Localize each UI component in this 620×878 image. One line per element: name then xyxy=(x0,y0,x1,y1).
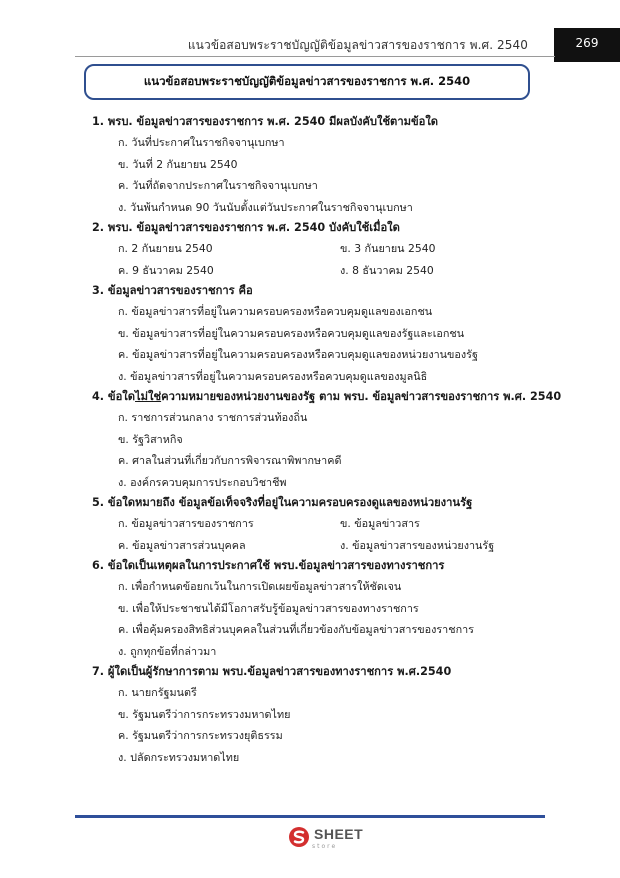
question-2-row-1 xyxy=(92,238,562,260)
question-1-option-b: ข. วันที่ 2 กันยายน 2540 xyxy=(118,157,238,171)
question-5-option-d: ง. ข้อมูลข่าวสารของหน่วยงานรัฐ xyxy=(340,538,495,552)
question-5: 5. ข้อใดหมายถึง ข้อมูลข้อเท็จจริงที่อยู่ในความครอบครองดูแลของหน่วยงานรัฐ xyxy=(92,496,473,509)
question-3: 3. ข้อมูลข่าวสารของราชการ คือ xyxy=(92,284,253,297)
sheet-store-logo-icon xyxy=(288,826,310,848)
logo-text: SHEET xyxy=(314,826,364,842)
question-1-option-d: ง. วันพ้นกำหนด 90 วันนับตั้งแต่วันประกาศในราชกิจจานุเบกษา xyxy=(118,200,413,214)
running-header: แนวข้อสอบพระราชบัญญัติข้อมูลข่าวสารของราชการ พ.ศ. 2540 xyxy=(187,38,528,52)
question-2-option-a: ก. 2 กันยายน 2540 xyxy=(118,242,213,255)
question-1: 1. พรบ. ข้อมูลข่าวสารของราชการ พ.ศ. 2540 มีผลบังคับใช้ตามข้อใด xyxy=(92,115,439,128)
question-4-option-a: ก. ราชการส่วนกลาง ราชการส่วนท้องถิ่น xyxy=(118,411,308,424)
footer-divider xyxy=(75,815,545,818)
question-list xyxy=(92,112,562,768)
question-4 xyxy=(92,387,562,407)
header-divider xyxy=(75,56,555,57)
question-2: 2. พรบ. ข้อมูลข่าวสารของราชการ พ.ศ. 2540 บังคับใช้เมื่อใด xyxy=(92,221,400,234)
question-5-option-b: ข. ข้อมูลข่าวสาร xyxy=(340,517,420,530)
page-number-tab xyxy=(554,28,620,62)
question-6-option-a: ก. เพื่อกำหนดข้อยกเว้นในการเปิดเผยข้อมูลข่าวสารให้ชัดเจน xyxy=(118,580,402,593)
question-4-suffix: ความหมายของหน่วยงานของรัฐ ตาม พรบ. ข้อมูลข่าวสารของราชการ พ.ศ. 2540 xyxy=(161,390,562,403)
question-5-row-2 xyxy=(92,535,562,557)
question-1-option-c: ค. วันที่ถัดจากประกาศในราชกิจจานุเบกษา xyxy=(118,179,318,192)
question-6-option-d: ง. ถูกทุกข้อที่กล่าวมา xyxy=(118,644,217,658)
logo-subtext: store xyxy=(312,843,338,850)
question-7-option-c: ค. รัฐมนตรีว่าการกระทรวงยุติธรรม xyxy=(118,729,283,742)
question-7: 7. ผู้ใดเป็นผู้รักษาการตาม พรบ.ข้อมูลข่าวสารของทางราชการ พ.ศ.2540 xyxy=(92,665,452,678)
question-3-option-c: ค. ข้อมูลข่าวสารที่อยู่ในความครอบครองหรือควบคุมดูแลของหน่วยงานของรัฐ xyxy=(118,348,478,361)
question-5-option-c: ค. ข้อมูลข่าวสารส่วนบุคคล xyxy=(118,538,246,552)
question-3-option-d: ง. ข้อมูลข่าวสารที่อยู่ในความครอบครองหรือควบคุมดูแลของมูลนิธิ xyxy=(118,369,428,383)
question-5-option-a: ก. ข้อมูลข่าวสารของราชการ xyxy=(118,517,254,530)
question-7-option-b: ข. รัฐมนตรีว่าการกระทรวงมหาดไทย xyxy=(118,707,291,721)
question-2-row-2 xyxy=(92,260,562,282)
question-6-option-c: ค. เพื่อคุ้มครองสิทธิส่วนบุคคลในส่วนที่เกี่ยวข้องกับข้อมูลข่าวสารของราชการ xyxy=(118,623,474,636)
question-4-prefix: 4. ข้อใด xyxy=(92,390,136,403)
title-box xyxy=(84,64,530,100)
question-4-option-c: ค. ศาลในส่วนที่เกี่ยวกับการพิจารณาพิพากษาคดี xyxy=(118,454,342,467)
question-6-option-b: ข. เพื่อให้ประชาชนได้มีโอกาสรับรู้ข้อมูลข่าวสารของทางราชการ xyxy=(118,601,419,615)
question-2-option-b: ข. 3 กันยายน 2540 xyxy=(340,242,436,255)
question-3-option-b: ข. ข้อมูลข่าวสารที่อยู่ในความครอบครองหรือควบคุมดูแลของรัฐและเอกชน xyxy=(118,326,465,340)
question-2-option-c: ค. 9 ธันวาคม 2540 xyxy=(118,263,214,277)
page-number: 269 xyxy=(575,36,599,50)
question-6: 6. ข้อใดเป็นเหตุผลในการประกาศใช้ พรบ.ข้อมูลข่าวสารของทางราชการ xyxy=(92,559,445,572)
question-7-option-a: ก. นายกรัฐมนตรี xyxy=(118,686,197,699)
question-4-underlined: ไม่ใช่ xyxy=(135,390,162,403)
title-box-text: แนวข้อสอบพระราชบัญญัติข้อมูลข่าวสารของราชการ พ.ศ. 2540 xyxy=(143,74,471,88)
sheet-store-logo xyxy=(288,824,363,850)
question-1-option-a: ก. วันที่ประกาศในราชกิจจานุเบกษา xyxy=(118,136,285,149)
question-4-option-b: ข. รัฐวิสาหกิจ xyxy=(118,432,183,446)
question-2-option-d: ง. 8 ธันวาคม 2540 xyxy=(340,263,434,277)
question-7-option-d: ง. ปลัดกระทรวงมหาดไทย xyxy=(118,750,240,764)
question-4-option-d: ง. องค์กรควบคุมการประกอบวิชาชีพ xyxy=(118,475,287,489)
question-5-row-1 xyxy=(92,513,562,535)
question-3-option-a: ก. ข้อมูลข่าวสารที่อยู่ในความครอบครองหรือควบคุมดูแลของเอกชน xyxy=(118,305,433,318)
